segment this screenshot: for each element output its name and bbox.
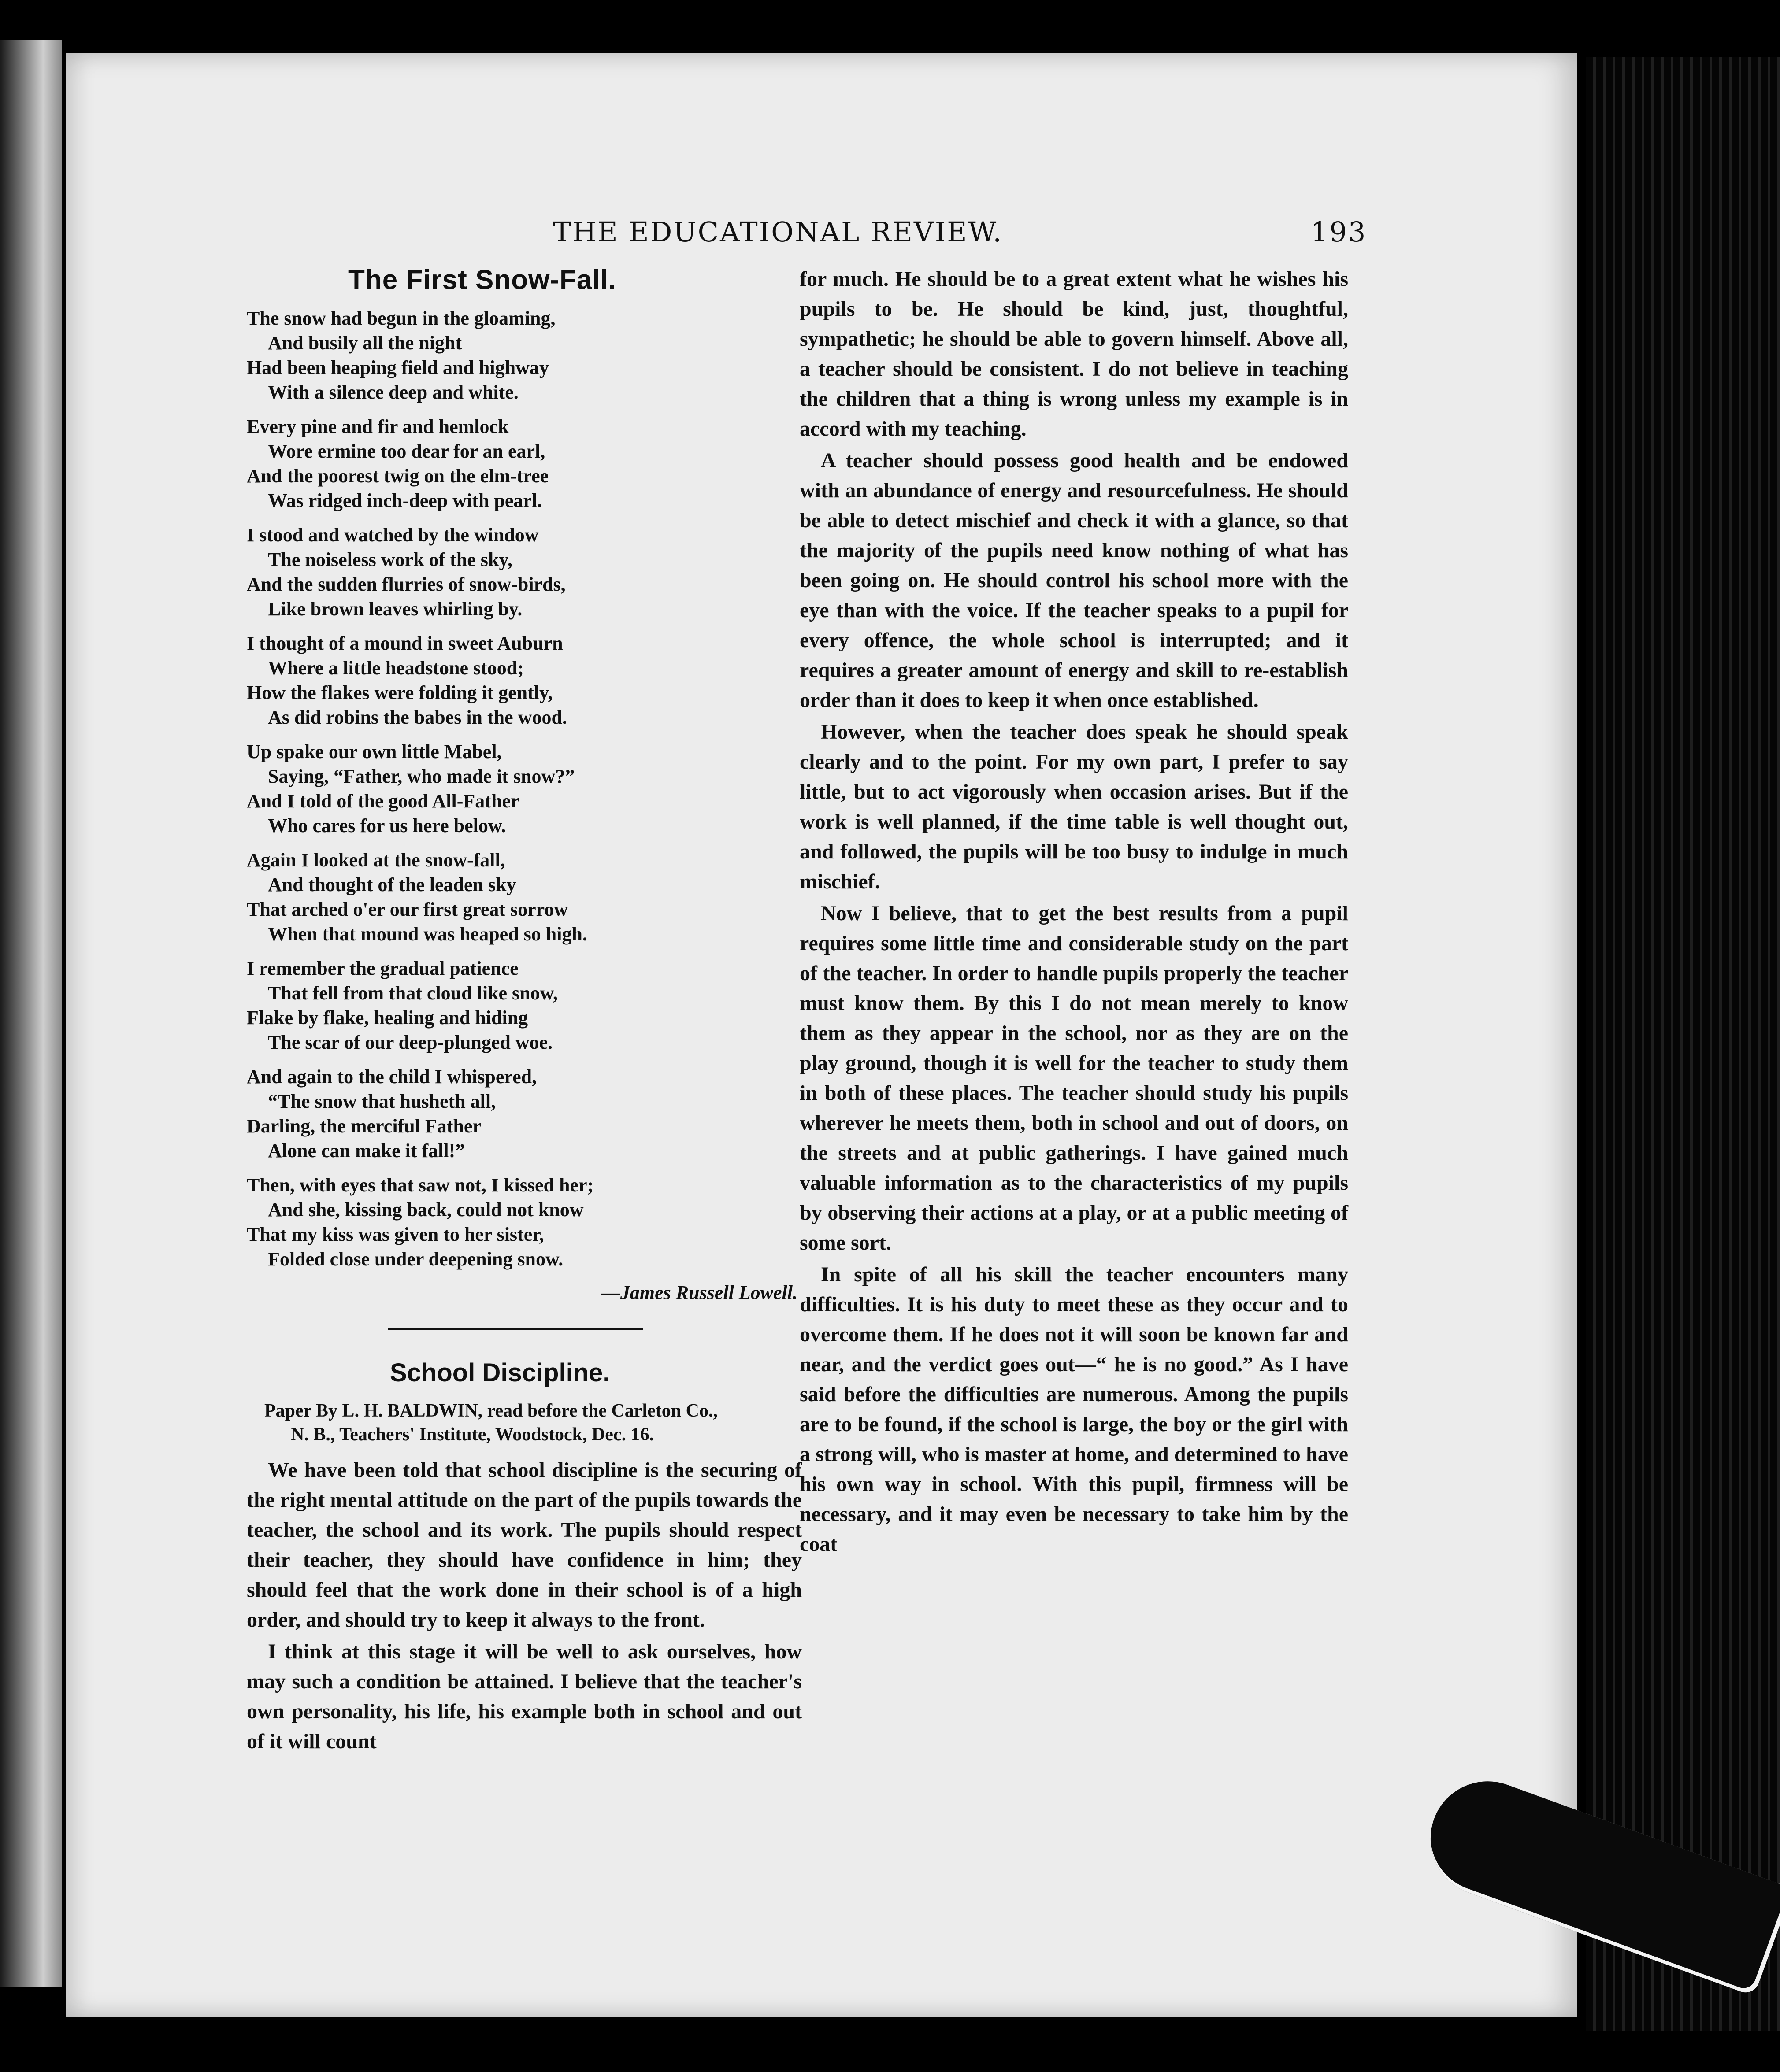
book-binding [1586, 57, 1780, 2031]
article-text-left [247, 1455, 802, 1757]
poem-line: And she, kissing back, could not know [268, 1199, 584, 1221]
page-number: 193 [1311, 216, 1367, 248]
poem-line: I thought of a mound in sweet Auburn [247, 633, 563, 654]
running-title: THE EDUCATIONAL REVIEW. [553, 216, 1003, 248]
poem-line: The snow had begun in the gloaming, [247, 307, 556, 329]
poem-stanza [247, 414, 802, 513]
poem-line: And busily all the night [268, 332, 462, 354]
poem-line: Flake by flake, healing and hiding [247, 1007, 528, 1029]
poem-stanza [247, 956, 802, 1055]
poem-stanza [247, 740, 802, 838]
poem-line: Then, with eyes that saw not, I kissed her; [247, 1174, 594, 1196]
poem-line: Saying, “Father, who made it snow?” [268, 766, 575, 787]
poem-line: Wore ermine too dear for an earl, [268, 440, 545, 462]
poem-line: And thought of the leaden sky [268, 874, 516, 895]
poem-stanza [247, 1065, 802, 1163]
poem-stanza [247, 523, 802, 622]
poem-line: Had been heaping field and highway [247, 357, 549, 378]
poem-line: Folded close under deepening snow. [268, 1248, 564, 1270]
poem-line: Every pine and fir and hemlock [247, 416, 509, 437]
article-text-right [800, 264, 1348, 1559]
poem-stanza [247, 848, 802, 947]
paragraph: for much. He should be to a great extent what he wishes his pupils to be. He should be kind, just, thoughtful, sympathetic; he should be able to govern himself. Above all, a teacher should be consistent. I do not believe in teaching the children that a thing is wrong unless my example is in accord with my teaching. [800, 267, 1348, 440]
poem-line: The scar of our deep-plunged woe. [268, 1032, 553, 1053]
poem-line: Where a little headstone stood; [268, 657, 524, 679]
poem-line: That fell from that cloud like snow, [268, 982, 558, 1004]
byline-line: N. B., Teachers' Institute, Woodstock, Dec. 16. [291, 1424, 654, 1445]
poem-line: That arched o'er our first great sorrow [247, 899, 568, 920]
paragraph: We have been told that school discipline is the securing of the right mental attitude on the part of the pupils towards the teacher, the school and its work. The pupils should respect their teacher, they should have confidence in him; they should feel that the work done in their school is of a high order, and should try to keep it always to the front. [247, 1458, 802, 1632]
poem-line: Again I looked at the snow-fall, [247, 849, 505, 871]
poem-line: I remember the gradual patience [247, 958, 519, 979]
section-divider [388, 1328, 643, 1330]
poem-body [247, 306, 802, 1272]
poem-attribution: —James Russell Lowell. [601, 1282, 797, 1303]
article-title: School Discipline. [390, 1358, 610, 1387]
poem-line: When that mound was heaped so high. [268, 923, 587, 945]
poem-line: And the sudden flurries of snow-birds, [247, 574, 566, 595]
poem-line: That my kiss was given to her sister, [247, 1224, 544, 1245]
left-column [247, 264, 802, 1758]
paragraph: I think at this stage it will be well to ask ourselves, how may such a condition be attained. I believe that the teacher's own personality, his life, his example both in school and out of it will count [247, 1640, 802, 1753]
poem-stanza [247, 306, 802, 405]
poem-line: Was ridged inch-deep with pearl. [268, 490, 542, 511]
poem-stanza [247, 631, 802, 730]
poem-line: And I told of the good All-Father [247, 790, 519, 812]
poem-line: I stood and watched by the window [247, 524, 539, 546]
poem-line: Up spake our own little Mabel, [247, 741, 502, 762]
paragraph: A teacher should possess good health and be endowed with an abundance of energy and resourcefulness. He should be able to detect mischief and check it with a glance, so that the majority of the pupils need know nothing of what has been going on. He should control his school more with the eye than with the voice. If the teacher speaks to a pupil for every offence, the whole school is interrupted; and it requires a greater amount of energy and skill to re-establish order than it does to keep it when once established. [800, 449, 1348, 712]
poem-line: And the poorest twig on the elm-tree [247, 465, 549, 487]
poem-line: Alone can make it fall!” [268, 1140, 465, 1162]
paragraph: In spite of all his skill the teacher encounters many difficulties. It is his duty to meet these as they occur and to overcome them. If he does not it will soon be known far and near, and the verdict goes out—“ he is no good.” As I have said before the difficulties are numerous. Among the pupils are to be found, if the school is large, the boy or the girl with a strong will, who is master at home, and determined to have his own way in school. With this pupil, firmness will be necessary, and it may even be necessary to take him by the coat [800, 1263, 1348, 1556]
byline-line: Paper By L. H. BALDWIN, read before the Carleton Co., [264, 1401, 718, 1421]
poem-line: The noiseless work of the sky, [268, 549, 512, 570]
poem-stanza [247, 1173, 802, 1272]
article-byline [247, 1399, 802, 1447]
poem-line: As did robins the babes in the wood. [268, 707, 567, 728]
poem-line: “The snow that husheth all, [268, 1091, 496, 1112]
poem-line: Darling, the merciful Father [247, 1115, 481, 1137]
poem-line: Who cares for us here below. [268, 815, 506, 836]
poem-title: The First Snow-Fall. [348, 265, 617, 295]
paragraph: Now I believe, that to get the best results from a pupil requires some little time and considerable study on the part of the teacher. In order to handle pupils properly the teacher must know them. By this I do not mean merely to know them as they appear in the school, nor as they are on the play ground, though it is well for the teacher to study them in both of these places. The teacher should study his pupils wherever he meets them, both in school and out of doors, on the streets and at public gatherings. I have gained much valuable information as to the characteristics of my pupils by observing their actions at a play, or at a public meeting of some sort. [800, 902, 1348, 1254]
poem-line: How the flakes were folding it gently, [247, 682, 553, 703]
facing-page-edge [0, 40, 62, 1987]
paragraph: However, when the teacher does speak he should speak clearly and to the point. For my own part, I prefer to say little, but to act vigorously when occasion arises. But if the work is well planned, if the time table is well thought out, and followed, the pupils will be too busy to indulge in much mischief. [800, 720, 1348, 893]
poem-line: And again to the child I whispered, [247, 1066, 537, 1088]
right-column [800, 264, 1348, 1561]
poem-line: With a silence deep and white. [268, 381, 519, 403]
poem-line: Like brown leaves whirling by. [268, 598, 523, 620]
